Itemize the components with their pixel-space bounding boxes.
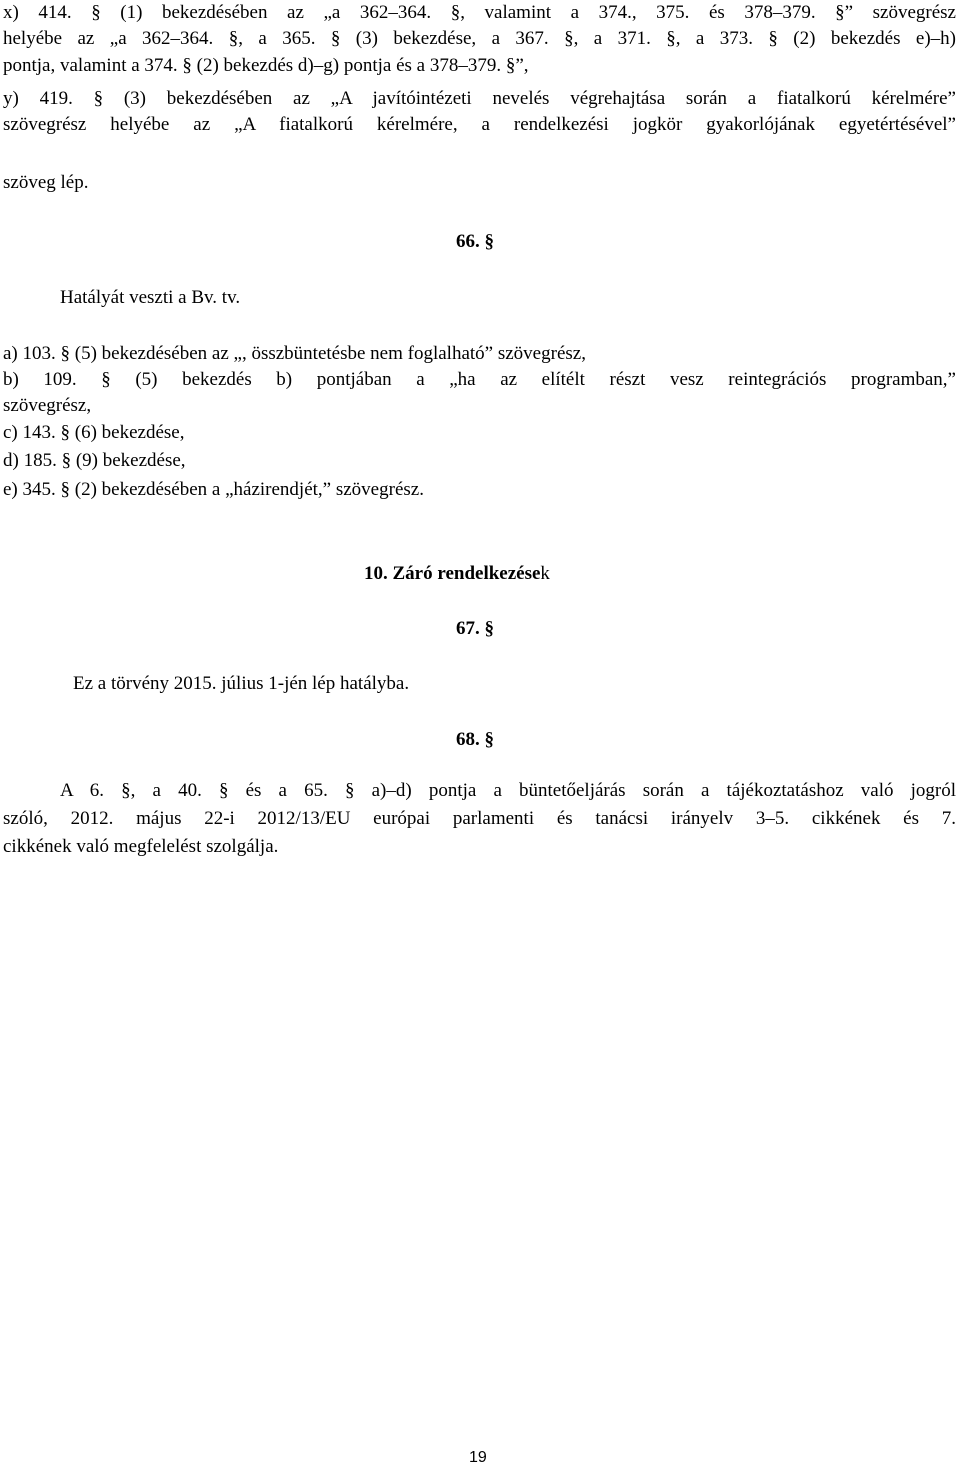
section-66-item-c: c) 143. § (6) bekezdése, bbox=[3, 422, 185, 443]
section-66-heading: 66. § bbox=[456, 231, 494, 252]
section-66-item-a: a) 103. § (5) bekezdésében az „, összbüntetésbe nem foglalható” szövegrész, bbox=[3, 343, 586, 364]
section-68-line-2: szóló, 2012. május 22-i 2012/13/EU európai parlamenti és tanácsi irányelv 3–5. cikkének és 7. bbox=[3, 808, 956, 829]
amendment-x-line-2: helyébe az „a 362–364. §, a 365. § (3) bekezdése, a 367. §, a 371. §, a 373. § (2) bekezdés e)–h) bbox=[3, 28, 956, 49]
section-66-item-e: e) 345. § (2) bekezdésében a „házirendjét,” szövegrész. bbox=[3, 479, 424, 500]
page-number: 19 bbox=[469, 1449, 487, 1466]
section-66-item-b-line-1: b) 109. § (5) bekezdés b) pontjában a „ha az elítélt részt vesz reintegrációs programban,” bbox=[3, 369, 956, 390]
amendment-x-line-1: x) 414. § (1) bekezdésében az „a 362–364. §, valamint a 374., 375. és 378–379. §” szövegrész bbox=[3, 2, 956, 23]
section-66-item-b-line-2: szövegrész, bbox=[3, 395, 92, 416]
section-66-intro: Hatályát veszti a Bv. tv. bbox=[60, 287, 241, 308]
section-68-line-1: A 6. §, a 40. § és a 65. § a)–d) pontja a büntetőeljárás során a tájékoztatáshoz való jogról bbox=[60, 780, 956, 801]
section-68-heading: 68. § bbox=[456, 729, 494, 750]
amendment-y-line-3: szöveg lép. bbox=[3, 172, 89, 193]
section-67-heading: 67. § bbox=[456, 618, 494, 639]
chapter-10-heading-bold: 10. Záró rendelkezése bbox=[364, 563, 541, 584]
section-66-item-d: d) 185. § (9) bekezdése, bbox=[3, 450, 186, 471]
section-67-text: Ez a törvény 2015. július 1-jén lép hatályba. bbox=[73, 673, 410, 694]
chapter-10-heading bbox=[364, 563, 550, 585]
amendment-x-line-3: pontja, valamint a 374. § (2) bekezdés d)–g) pontja és a 378–379. §”, bbox=[3, 55, 529, 76]
section-68-line-3: cikkének való megfelelést szolgálja. bbox=[3, 836, 279, 857]
amendment-y-line-1: y) 419. § (3) bekezdésében az „A javítóintézeti nevelés végrehajtása során a fiatalkorú kérelmére” bbox=[3, 88, 956, 109]
amendment-y-line-2: szövegrész helyébe az „A fiatalkorú kérelmére, a rendelkezési jogkör gyakorlójának egyetértésével” bbox=[3, 114, 956, 135]
chapter-10-heading-tail: k bbox=[540, 563, 550, 584]
